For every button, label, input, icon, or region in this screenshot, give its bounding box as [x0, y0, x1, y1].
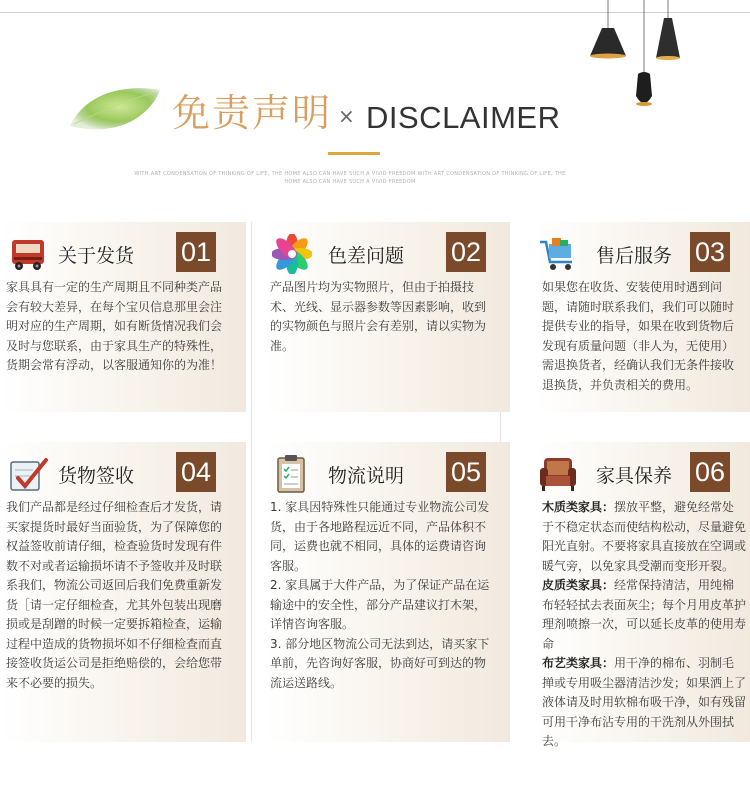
card-paragraph: 2. 家具属于大件产品，为了保证产品在运输途中的安全性，部分产品建议打木架，详情咨询客服。	[270, 578, 490, 631]
card-paragraph: 家具具有一定的生产周期且不同种类产品会有较大差异，在每个宝贝信息那里会注明对应的生产周期，如有断货情况我们会及时与您联系，由于家具生产的特殊性，货期会常有浮动，以客服通知你的为准！	[6, 280, 223, 372]
care-text: 摆放平整，避免经常处于不稳定状态而使结构松动，尽量避免阳光直射。不要将家具直接放在空调或暖气旁，以免家具受潮而变形开裂。	[542, 500, 747, 573]
care-item-fabric	[542, 654, 746, 752]
card-number-badge: 05	[446, 452, 486, 492]
card-text	[542, 498, 746, 752]
care-label: 木质类家具：	[542, 500, 615, 514]
care-item-wood	[542, 498, 746, 576]
card-text	[270, 498, 496, 693]
card-logistics	[266, 442, 510, 742]
card-title: 色差问题	[328, 245, 405, 267]
column-divider	[251, 222, 252, 742]
card-after-sales	[536, 222, 750, 412]
page-title-en: DISCLAIMER	[366, 100, 561, 135]
card-maintenance	[536, 442, 750, 748]
card-title: 物流说明	[328, 465, 405, 487]
card-number-badge: 04	[176, 452, 216, 492]
decorative-subtext: WITH ART CONDENSATION OF THINKING OF LIFE, THE HOME ALSO CAN HAVE SUCH A VIVID FREEDOM WITH ART CONDENSATION OF THINKING OF LIFE, THE HOME ALSO CAN HAVE SUCH A VIVID FREEDOM	[134, 171, 566, 185]
color-wheel-icon	[272, 234, 312, 274]
checkmark-icon	[8, 454, 48, 494]
page-title-cn: 免责声明	[172, 91, 333, 135]
care-text: 用干净的棉布、羽制毛掸或专用吸尘器清洁沙发；如果洒上了液体请及时用软棉布吸干净，如有残留可用干净布沾专用的干洗剂从外围拭去。	[542, 656, 747, 748]
card-title: 关于发货	[58, 245, 135, 267]
card-color-difference	[266, 222, 510, 412]
card-number-badge: 02	[446, 232, 486, 272]
title-separator: ×	[338, 104, 355, 128]
leaf-decoration-icon	[66, 82, 162, 140]
shopping-cart-icon	[538, 234, 578, 274]
card-paragraph: 我们产品都是经过仔细检查后才发货，请买家提货时最好当面验货，为了保障您的权益签收前请仔细，检查验货时发现有件数不对或者运输损坏请不予签收并及时联系我们，物流公司返回后我们免费重新发货［请一定仔细检查，尤其外包装出现磨损或是刮蹭的时候一定要拆箱检查，运输过程中造成的货物损坏如不仔细检查而直接签收货运公司是拒绝赔偿的，会给您带来不必要的损失。	[6, 500, 223, 690]
card-number-badge: 03	[690, 232, 730, 272]
card-text	[6, 498, 232, 693]
card-title: 售后服务	[596, 245, 673, 267]
card-text	[270, 278, 496, 356]
card-receipt	[2, 442, 246, 742]
card-text	[6, 278, 232, 376]
armchair-icon	[538, 454, 578, 494]
card-shipping	[2, 222, 246, 412]
truck-icon	[8, 234, 48, 274]
title-underline	[328, 152, 380, 155]
care-label: 布艺类家具：	[542, 656, 615, 670]
card-number-badge: 01	[176, 232, 216, 272]
card-title: 货物签收	[58, 465, 135, 487]
care-label: 皮质类家具：	[542, 578, 615, 592]
card-paragraph: 1. 家具因特殊性只能通过专业物流公司发货，由于各地路程远近不同，产品体积不同，运费也就不相同，具体的运费请咨询客服。	[270, 500, 490, 573]
care-text: 经常保持清洁，用纯棉布轻轻拭去表面灰尘；每个月用皮革护理剂喷擦一次，可以延长皮革的使用寿命	[542, 578, 747, 651]
card-paragraph: 3. 部分地区物流公司无法到达，请买家下单前，先咨询好客服，协商好可到达的物流运送路线。	[270, 636, 490, 690]
card-paragraph: 产品图片均为实物照片，但由于拍摄技术、光线、显示器参数等因素影响，收到的实物颜色与照片会有差别，请以实物为准。	[270, 280, 487, 353]
card-title: 家具保养	[596, 465, 673, 487]
pendant-lamps-icon	[582, 0, 692, 120]
card-paragraph: 如果您在收货、安装使用时遇到问题，请随时联系我们，我们可以随时提供专业的指导，如果在收到货物后发现有质量问题（非人为，无使用）需退换货者，经确认我们无条件接收退换货，并负责相关的费用。	[542, 280, 735, 392]
card-text	[542, 278, 744, 395]
card-number-badge: 06	[690, 452, 730, 492]
care-item-leather	[542, 576, 746, 654]
clipboard-icon	[272, 454, 312, 494]
